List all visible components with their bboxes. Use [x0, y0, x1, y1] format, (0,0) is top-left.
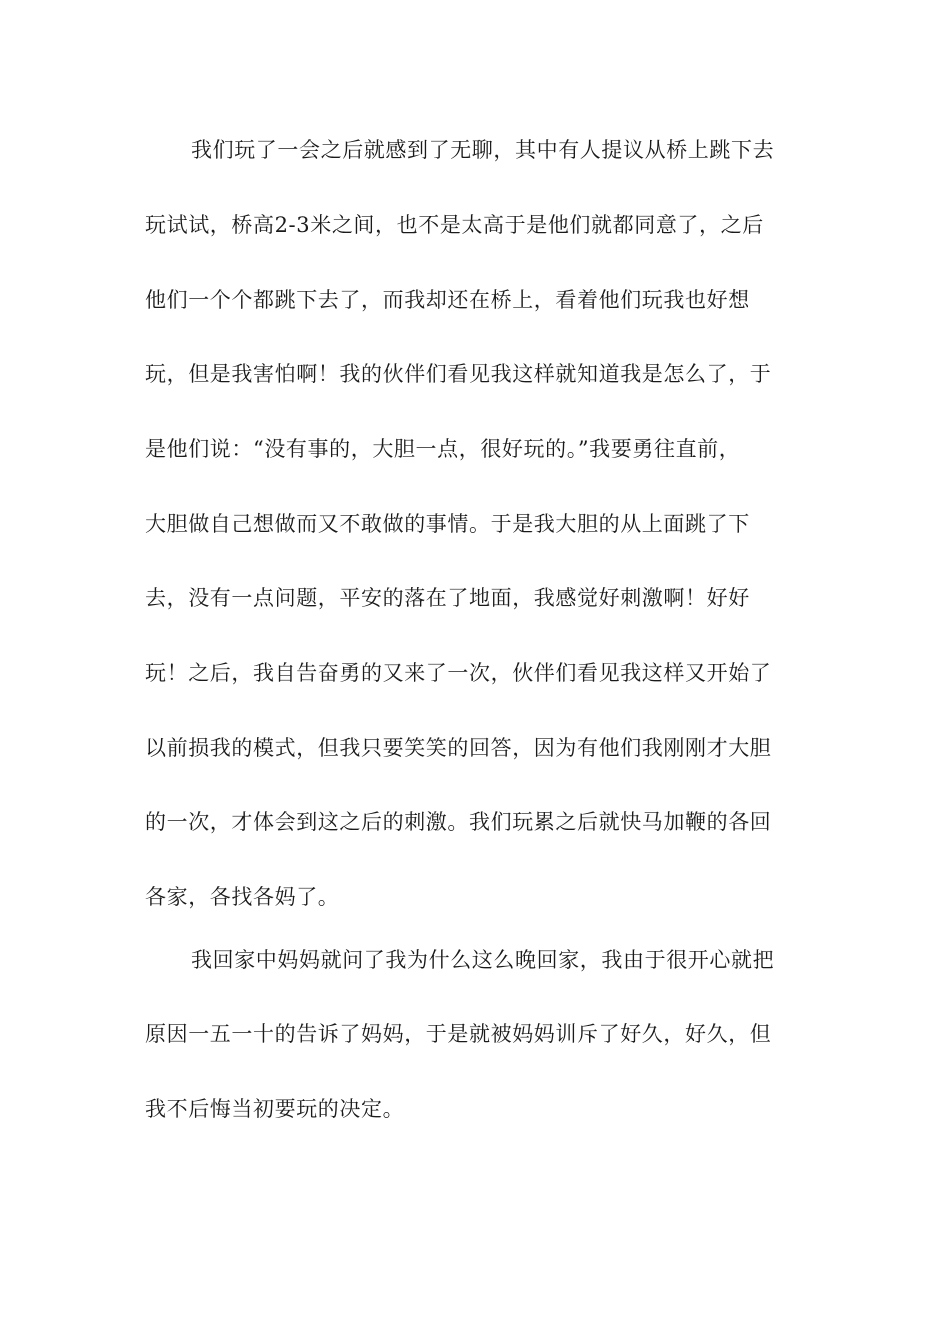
paragraph-1-line-3: 他们一个个都跳下去了，而我却还在桥上，看着他们玩我也好想: [145, 288, 750, 312]
paragraph-1-line-1: 我们玩了一会之后就感到了无聊，其中有人提议从桥上跳下去: [191, 138, 775, 162]
paragraph-1-line-5: 是他们说：“没有事的，大胆一点，很好玩的。”我要勇往直前，: [145, 437, 741, 461]
paragraph-2-line-3: 我不后悔当初要玩的决定。: [145, 1097, 405, 1121]
paragraph-1-line-4: 玩，但是我害怕啊！我的伙伴们看见我这样就知道我是怎么了，于: [145, 362, 772, 386]
paragraph-2-line-1: 我回家中妈妈就问了我为什么这么晚回家，我由于很开心就把: [191, 948, 775, 972]
paragraph-1-line-2: 玩试试，桥高2-3米之间，也不是太高于是他们就都同意了，之后: [145, 213, 764, 237]
paragraph-1-line-6: 大胆做自己想做而又不敢做的事情。于是我大胆的从上面跳了下: [145, 512, 750, 536]
paragraph-1-line-9: 以前损我的模式，但我只要笑笑的回答，因为有他们我刚刚才大胆: [145, 736, 772, 760]
paragraph-1-line-8: 玩！之后，我自告奋勇的又来了一次，伙伴们看见我这样又开始了: [145, 661, 772, 685]
paragraph-2-line-2: 原因一五一十的告诉了妈妈，于是就被妈妈训斥了好久，好久，但: [145, 1022, 772, 1046]
paragraph-1-line-10: 的一次，才体会到这之后的刺激。我们玩累之后就快马加鞭的各回: [145, 810, 772, 834]
paragraph-1-line-11: 各家，各找各妈了。: [145, 885, 340, 909]
paragraph-1-line-7: 去，没有一点问题，平安的落在了地面，我感觉好刺激啊！好好: [145, 586, 750, 610]
